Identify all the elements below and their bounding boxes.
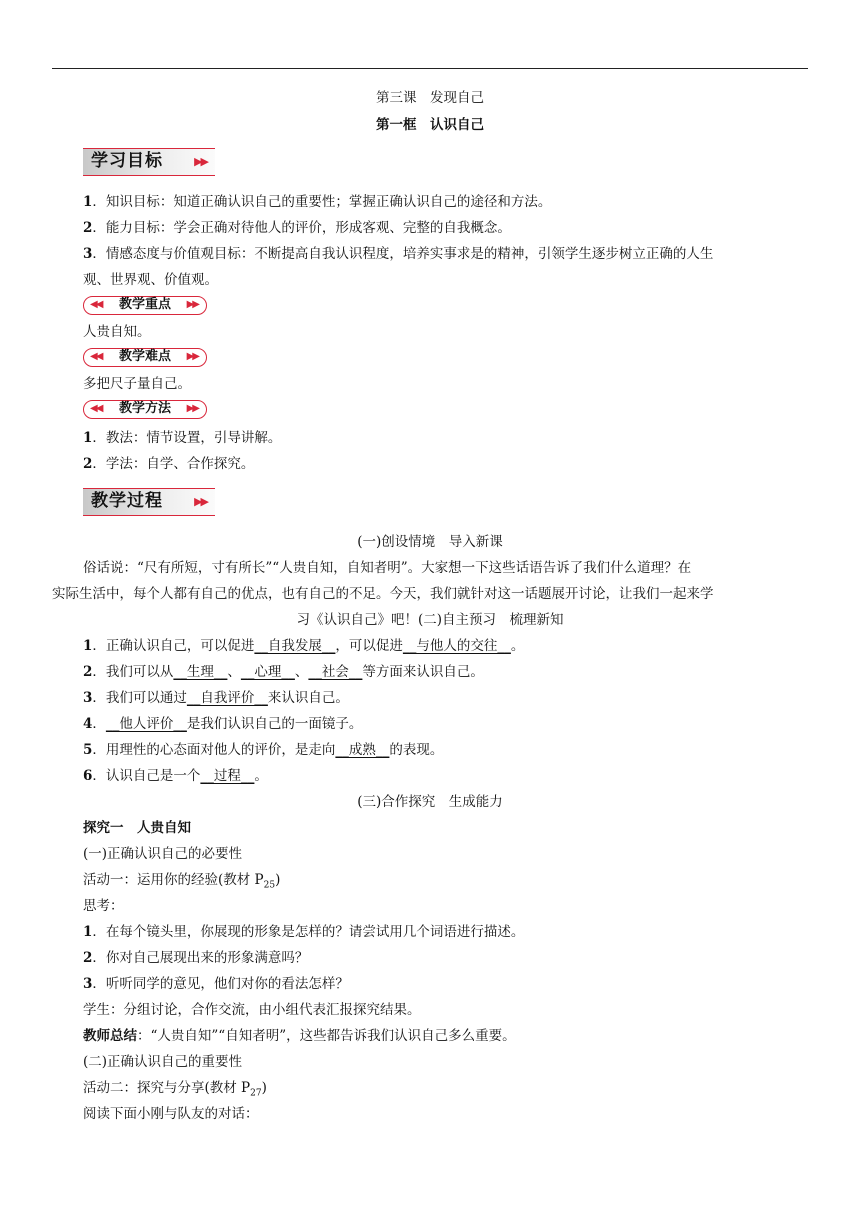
fill-number: 1 — [83, 638, 93, 654]
fill-text: ．我们可以从 — [92, 664, 174, 680]
student-line: 学生：分组讨论，合作交流，由小组代表汇报探究结果。 — [83, 1002, 421, 1018]
process-banner — [83, 488, 215, 516]
lesson-title: 第三课 发现自己 — [376, 90, 484, 106]
right-chevron-icon: ▶▶ — [186, 403, 198, 414]
goal-text: ．能力目标：学会正确对待他人的评价，形成客观、完整的自我概念。 — [92, 220, 511, 236]
fill-text: 、 — [294, 664, 309, 680]
teacher-text: ：“人贵自知”“自知者明”，这些都告诉我们认识自己多么重要。 — [137, 1028, 516, 1044]
activity-text: 活动二：探究与分享(教材 P — [83, 1080, 251, 1096]
goal-continuation: 观、世界观、价值观。 — [83, 272, 218, 288]
fill-text: 。 — [254, 768, 268, 784]
fill-text: 。 — [510, 638, 525, 654]
method-item — [83, 454, 254, 474]
goal-text: ．知识目标：知道正确认识自己的重要性；掌握正确认识自己的途径和方法。 — [92, 194, 552, 210]
page-subscript: 25 — [263, 880, 276, 891]
top-rule — [52, 68, 808, 69]
fill-item — [83, 636, 524, 656]
fill-item — [83, 714, 362, 734]
key-point-text: 人贵自知。 — [83, 324, 151, 340]
question-number: 3 — [83, 976, 93, 992]
goal-number: 3 — [83, 246, 93, 262]
fill-number: 6 — [83, 768, 93, 784]
fill-text: 等方面来认识自己。 — [362, 664, 484, 680]
method-tag-label: 教学方法 — [118, 401, 171, 416]
question-text: ．听听同学的意见，他们对你的看法怎样？ — [92, 976, 349, 992]
fill-text: ．我们可以通过 — [92, 690, 187, 706]
right-chevron-icon: ▶▶ — [186, 299, 198, 310]
goals-banner — [83, 148, 215, 176]
fill-answer: __生理__ — [173, 664, 228, 680]
double-arrow-icon: ▶▶ — [194, 155, 207, 168]
goal-item — [83, 218, 511, 238]
difficulty-tag-label: 教学难点 — [118, 349, 171, 364]
activity-text: ) — [261, 1080, 267, 1096]
part1-heading: (一)创设情境 导入新课 — [357, 534, 503, 550]
question-text: ．在每个镜头里，你展现的形象是怎样的？请尝试用几个词语进行描述。 — [92, 924, 525, 940]
fill-answer: __过程__ — [200, 768, 255, 784]
intro-paragraph-line: 习《认识自己》吧！(二)自主预习 梳理新知 — [296, 612, 564, 628]
process-banner-label: 教学过程 — [91, 491, 163, 511]
question-number: 1 — [83, 924, 93, 940]
fill-answer: __社会__ — [308, 664, 363, 680]
activity-line — [83, 1078, 267, 1104]
fill-answer: __与他人的交往__ — [402, 638, 511, 654]
goal-number: 1 — [83, 194, 93, 210]
intro-paragraph-line: 实际生活中，每个人都有自己的优点，也有自己的不足。今天，我们就针对这一话题展开讨论，让我们一起来学 — [52, 586, 714, 602]
fill-answer: __心理__ — [240, 664, 295, 680]
method-item — [83, 428, 281, 448]
left-chevron-icon: ◀◀ — [90, 351, 102, 362]
question-item — [83, 948, 308, 968]
goal-item — [83, 192, 551, 212]
right-chevron-icon: ▶▶ — [186, 351, 198, 362]
part3-heading: (三)合作探究 生成能力 — [357, 794, 503, 810]
section-title: 第一框 认识自己 — [376, 117, 484, 133]
question-item — [83, 922, 524, 942]
subsection-heading: (二)正确认识自己的重要性 — [83, 1054, 243, 1070]
fill-text: ．正确认识自己，可以促进 — [92, 638, 255, 654]
activity-text: 活动一：运用你的经验(教材 P — [83, 872, 264, 888]
explore-heading: 探究一 人贵自知 — [83, 820, 191, 836]
question-item — [83, 974, 349, 994]
method-number: 2 — [83, 456, 93, 472]
left-chevron-icon: ◀◀ — [90, 403, 102, 414]
fill-number: 2 — [83, 664, 93, 680]
question-number: 2 — [83, 950, 93, 966]
fill-answer: __自我评价__ — [186, 690, 268, 706]
fill-text: 是我们认识自己的一面镜子。 — [186, 716, 363, 732]
fill-item — [83, 688, 349, 708]
teacher-label: 教师总结 — [83, 1028, 137, 1044]
fill-text: ．认识自己是一个 — [92, 768, 201, 784]
fill-number: 4 — [83, 716, 93, 732]
method-number: 1 — [83, 430, 93, 446]
fill-text: ，可以促进 — [335, 638, 403, 654]
key-point-tag — [83, 296, 207, 315]
activity-line — [83, 870, 280, 896]
fill-item — [83, 740, 443, 760]
fill-answer: __成熟__ — [335, 742, 390, 758]
fill-answer: __自我发展__ — [254, 638, 336, 654]
question-text: ．你对自己展现出来的形象满意吗？ — [92, 950, 309, 966]
think-label: 思考： — [83, 898, 124, 914]
fill-text: 的表现。 — [389, 742, 444, 758]
key-point-tag-label: 教学重点 — [118, 297, 171, 312]
activity-text: ) — [275, 872, 281, 888]
fill-text: ．用理性的心态面对他人的评价，是走向 — [92, 742, 336, 758]
difficulty-text: 多把尺子量自己。 — [83, 376, 191, 392]
double-arrow-icon: ▶▶ — [194, 495, 207, 508]
reading-line: 阅读下面小刚与队友的对话： — [83, 1106, 259, 1122]
method-text: ．学法：自学、合作探究。 — [92, 456, 255, 472]
fill-number: 5 — [83, 742, 93, 758]
fill-answer: __他人评价__ — [105, 716, 187, 732]
goal-text: ．情感态度与价值观目标：不断提高自我认识程度，培养实事求是的精神，引领学生逐步树立正确的人生 — [92, 246, 714, 262]
subsection-heading: (一)正确认识自己的必要性 — [83, 846, 243, 862]
fill-text: ． — [92, 716, 106, 732]
goal-item — [83, 244, 713, 264]
goal-number: 2 — [83, 220, 93, 236]
method-tag — [83, 400, 207, 419]
fill-item — [83, 662, 484, 682]
method-text: ．教法：情节设置，引导讲解。 — [92, 430, 282, 446]
fill-item — [83, 766, 268, 786]
difficulty-tag — [83, 348, 207, 367]
left-chevron-icon: ◀◀ — [90, 299, 102, 310]
fill-text: 来认识自己。 — [267, 690, 349, 706]
teacher-summary — [83, 1026, 516, 1046]
fill-number: 3 — [83, 690, 93, 706]
goals-banner-label: 学习目标 — [91, 151, 163, 171]
intro-paragraph-line: 俗话说：“尺有所短，寸有所长”“人贵自知，自知者明”。大家想一下这些话语告诉了我们什么道理？在 — [83, 560, 692, 576]
page-subscript: 27 — [250, 1088, 262, 1099]
fill-text: 、 — [227, 664, 241, 680]
